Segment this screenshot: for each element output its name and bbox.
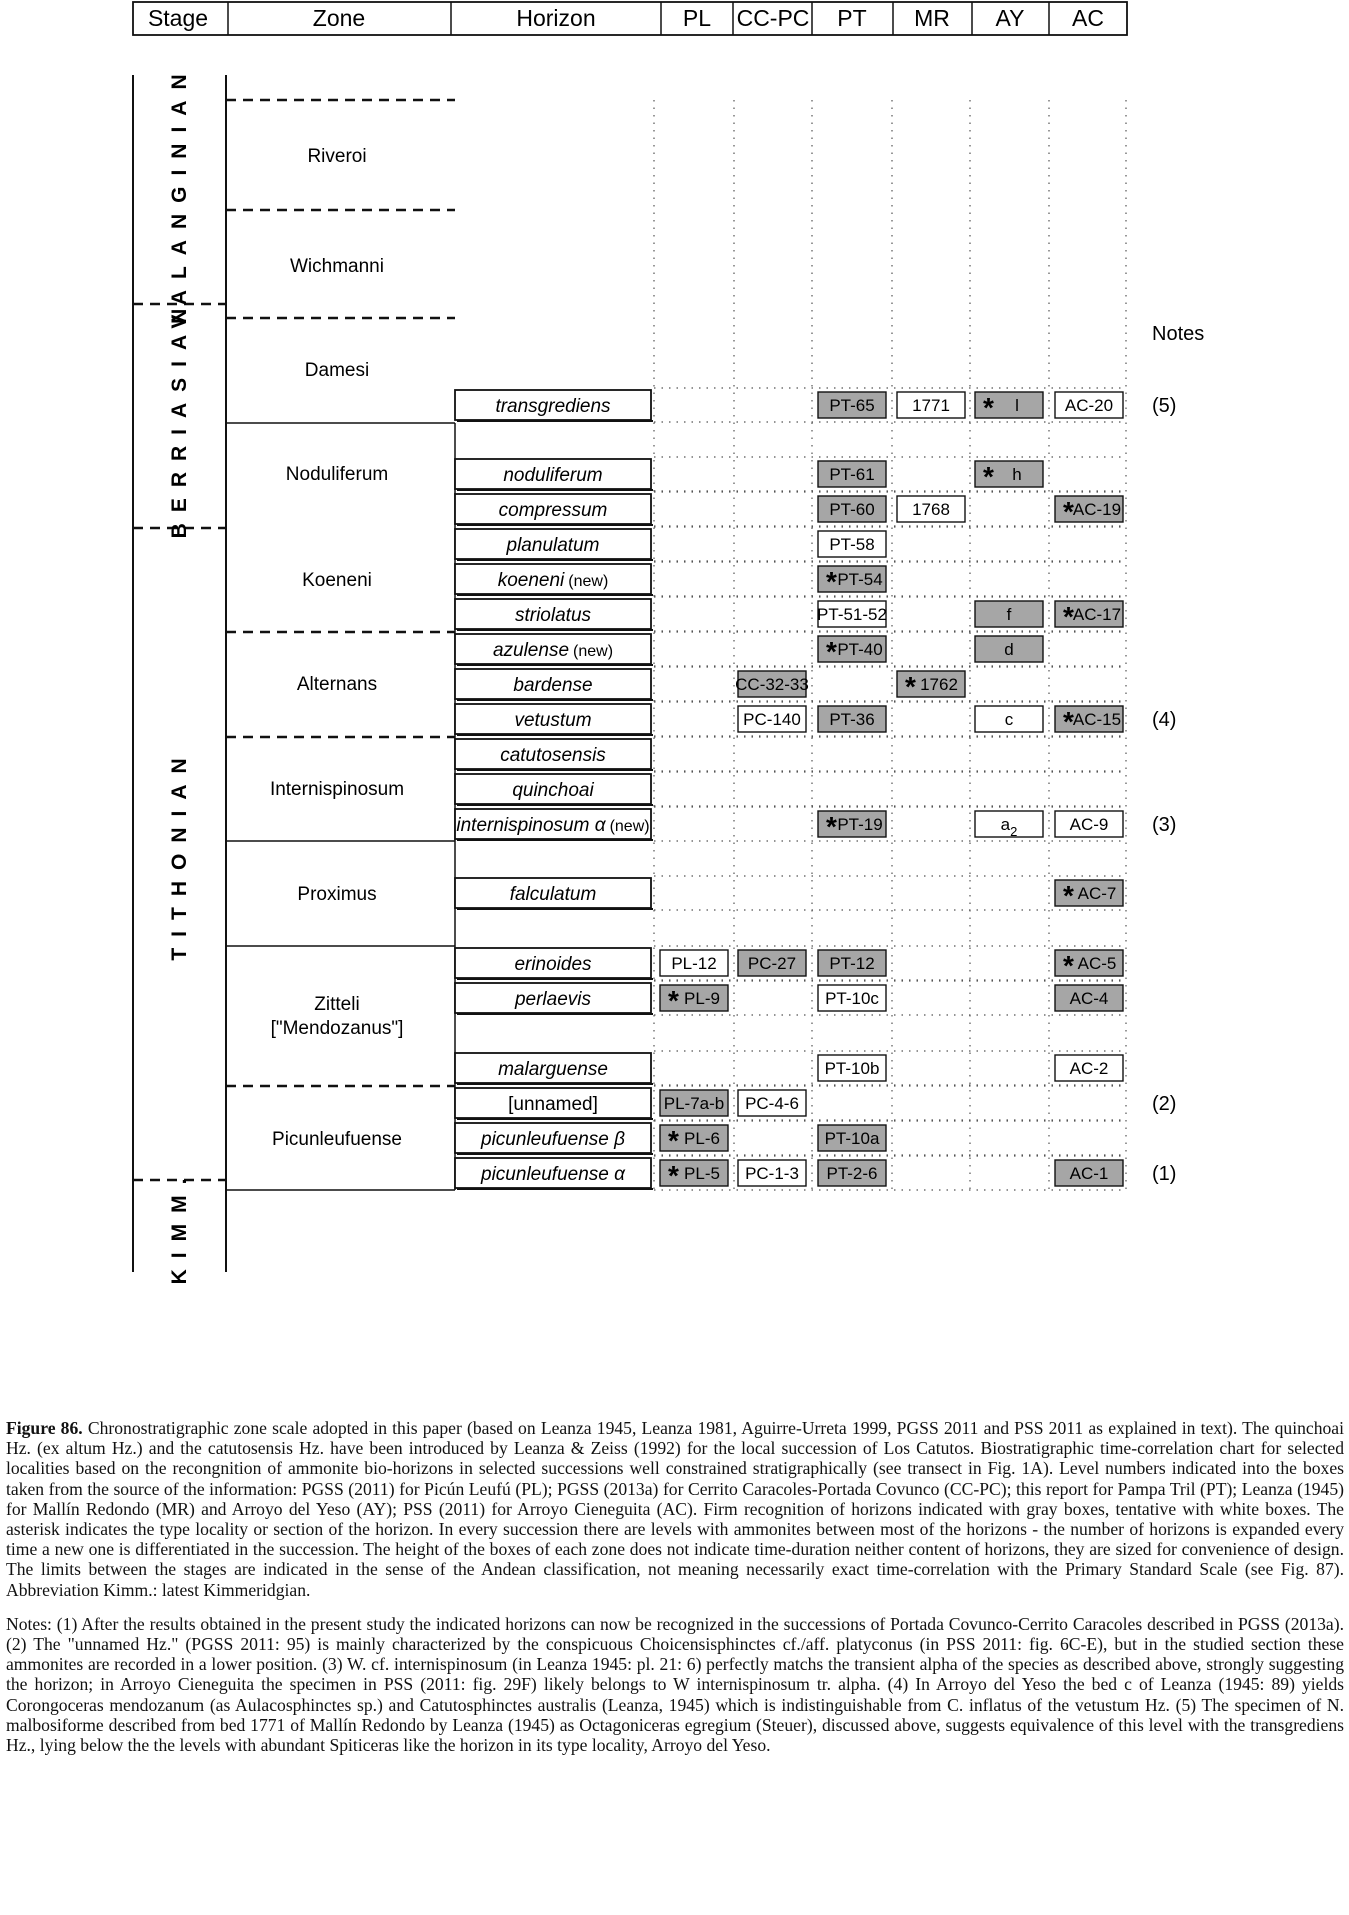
locality-label-text: AC-1 [1069,1164,1109,1183]
caption-paragraph [6,1418,1344,1600]
horizon-row [455,599,1123,632]
horizon-row [455,1158,1123,1191]
locality-label [684,989,720,1008]
horizon-row [455,390,1123,423]
type-locality-asterisk: * [826,566,837,597]
figure-caption [6,1418,1344,1769]
horizon-name-text: transgrediens [495,396,611,417]
header-pt: PT [837,5,867,31]
header-ac: AC [1072,5,1104,31]
locality-label [912,500,950,519]
locality-dotted-grid [654,100,1126,1190]
horizon-rows [455,390,1123,1191]
locality-label-text: PL-5 [684,1164,720,1183]
locality-label [743,710,801,729]
horizon-name-text: picunleufuense β [481,1129,625,1150]
locality-label-text: PT-54 [837,570,883,589]
horizon-row [455,983,1123,1016]
horizon-row [455,809,1123,842]
locality-label-text: PC-1-3 [745,1164,799,1183]
locality-label [684,1129,720,1148]
locality-label [829,396,874,415]
horizon-name [512,780,594,801]
locality-label-text: AC-5 [1077,954,1117,973]
locality-label [829,535,874,554]
locality-label [1065,396,1113,415]
locality-label [1012,465,1021,484]
horizon-name-text: noduliferum [503,465,603,486]
horizon-name [513,675,592,696]
note-marker: (2) [1152,1093,1177,1115]
locality-label [1070,1059,1109,1078]
locality-label [829,500,874,519]
header-cc-pc: CC-PC [736,5,810,31]
locality-label [748,954,796,973]
header-zone: Zone [312,5,366,31]
locality-label [1070,1164,1109,1183]
horizon-name [514,989,592,1010]
locality-label [825,989,879,1008]
locality-label-text: AC-19 [1072,500,1122,519]
type-locality-asterisk: * [668,1160,679,1191]
locality-label [684,1164,720,1183]
locality-label-text: PT-10c [825,989,879,1008]
locality-label [817,605,887,624]
horizon-name [480,1164,626,1185]
zone-zitteli: Zitteli [314,994,360,1015]
note-marker: (3) [1152,814,1177,836]
horizon-name-text: perlaevis [514,989,592,1010]
locality-label-text: PC-140 [743,710,801,729]
horizon-name [510,884,597,905]
horizon-name [500,745,606,766]
locality-label-text: PT-36 [829,710,875,729]
type-locality-asterisk: * [668,985,679,1016]
locality-label-text: PL-9 [684,989,720,1008]
horizon-name-text: erinoides [514,954,592,975]
type-locality-asterisk: * [905,671,916,702]
locality-label-text: f [1006,605,1012,624]
note-markers [1152,395,1176,1185]
locality-label-text: PL-7a-b [663,1094,725,1113]
horizon-row [455,774,653,805]
locality-label [837,640,882,659]
zone-damesi: Damesi [304,360,370,381]
locality-label [829,710,874,729]
horizon-suffix: (new) [609,818,650,835]
locality-label-text: PC-27 [747,954,797,973]
horizon-name-text: picunleufuense α [481,1164,625,1185]
locality-label [671,954,716,973]
locality-label-text: PL-6 [684,1129,720,1148]
type-locality-asterisk: * [1063,950,1074,981]
stage-labels [168,63,191,1284]
locality-label [825,1129,880,1148]
horizon-name [495,396,611,417]
horizon-name-text: compressum [498,500,608,521]
notes-title: Notes [1152,323,1205,345]
horizon-name-text: falculatum [509,884,597,905]
locality-label-text: PT-58 [829,535,875,554]
zone-noduliferum: Noduliferum [285,464,389,485]
zone-alternans: Alternans [296,674,378,695]
horizon-name [514,710,591,731]
locality-label-text: 1771 [912,396,950,415]
locality-label-text: c [1004,710,1014,729]
horizon-suffix: (new) [568,573,609,590]
zone-wichmanni: Wichmanni [290,256,384,277]
locality-label-text: PT-10b [824,1059,880,1078]
locality-label [1070,989,1109,1008]
locality-label [664,1094,724,1113]
horizon-name [515,605,592,626]
locality-label-text: l [1015,396,1019,415]
header-horizon: Horizon [516,5,596,31]
locality-label [745,1094,799,1113]
locality-label-text: 1762 [920,675,958,694]
zone-labels [270,146,404,1150]
note-marker: (1) [1152,1163,1177,1185]
locality-label [829,465,874,484]
locality-label [735,675,809,694]
zone-proximus: Proximus [297,884,377,905]
horizon-row [455,1088,806,1119]
locality-label [1078,954,1117,973]
caption-notes: Notes: (1) After the results obtained in the present study the indicated horizons can now be recognized in the successions of Portada Covunco-Cerrito Caracoles described in PGSS (2013a). (2) The "unnamed Hz." (PGSS 2011: 95) is mainly characterized by the conspicuous Choicensisphinctes cf./aff. platyconus (in PSS 2011: fig. 6C-E), but in the studied section these ammonites are recorded in a lower position. (3) W. cf. internispinosum (in Leanza 1945: pl. 21: 6) perfectly matchs the transient alpha of the species as described above, strongly suggesting the horizon; in Arroyo Cieneguita the specimen in PSS (2011: fig. 29F) likely belongs to W internispinosum tr. alpha. (4) In Arroyo del Yeso the bed c of Leanza (1945: 89) yields Corongoceras mendozanum (as Aulacosphinctes sp.) and Catutosphinctes australis (Leanza, 1945) which is indistinguishable from C. inflatus of the vetustum Hz. (5) The specimen of N. malbosiforme described from bed 1771 of Mallín Redondo by Leanza (1945) as Octagoniceras egregium (Steuer), discussed above, suggests equivalence of this level with the transgrediens Hz., lying below the the levels with abundant Spiticeras like the horizon in its type locality, Arroyo del Yeso. [6,1613,1344,1756]
header-stage: Stage [147,5,209,31]
locality-label-text: PT-65 [829,396,875,415]
type-locality-asterisk: * [826,636,837,667]
locality-label-text: AC-9 [1069,815,1109,834]
horizon-name [480,1129,625,1150]
note-marker: (4) [1152,709,1177,731]
type-locality-asterisk: * [826,811,837,842]
horizon-name-text: [unnamed] [508,1094,598,1115]
horizon-name-text: vetustum [514,710,592,731]
type-locality-asterisk: * [983,392,994,423]
stage-kimm: KIMM. [168,1167,191,1285]
horizon-name [498,1059,608,1080]
locality-label [920,675,958,694]
zone-riveroi: Riveroi [307,146,367,167]
locality-label-sub: 2 [1010,824,1018,839]
horizon-row [455,529,886,560]
header-mr: MR [914,5,950,31]
locality-label [1073,710,1121,729]
horizon-name [514,954,592,975]
horizon-name-text: malarguense [498,1059,608,1080]
locality-label-text: AC-2 [1069,1059,1109,1078]
header-ay: AY [995,5,1025,31]
locality-label [826,1164,877,1183]
locality-label-text: 1768 [912,500,950,519]
horizon-name [498,570,609,591]
locality-label [825,1059,880,1078]
locality-label-text: PT-12 [829,954,875,973]
horizon-name [506,535,600,556]
horizon-row [455,564,886,597]
locality-label-text: AC-17 [1072,605,1122,624]
horizon-row [455,948,1123,981]
header-pl: PL [682,5,712,31]
horizon-name-text: internispinosum α [456,815,606,836]
zone-koeneni: Koeneni [302,570,372,591]
locality-label-text: PT-2-6 [826,1164,878,1183]
horizon-name [503,465,602,486]
locality-label [745,1164,799,1183]
locality-label [837,815,882,834]
chart-header [133,2,1127,35]
horizon-name [499,500,608,521]
horizon-name [508,1094,598,1115]
horizon-row [455,494,1123,527]
locality-label-text: AC-4 [1069,989,1109,1008]
locality-label [1073,500,1121,519]
note-marker: (5) [1152,395,1177,417]
locality-label-text: a [1000,815,1011,834]
horizon-name-text: azulense [492,640,570,661]
locality-label [1007,605,1012,624]
horizon-name-text: quinchoai [512,780,594,801]
locality-label [1073,605,1121,624]
horizon-name-text: bardense [513,675,593,696]
locality-label-text: CC-32-33 [735,675,809,694]
zone-internispinosum: Internispinosum [269,779,405,800]
locality-label-text: PT-19 [837,815,883,834]
locality-label-text: PT-61 [829,465,875,484]
locality-label-text: PC-4-6 [745,1094,799,1113]
stage-valanginian: VALANGINIAN [168,63,191,329]
locality-label [829,954,874,973]
horizon-name-text: catutosensis [500,745,606,766]
locality-label [1078,884,1117,903]
locality-label-text: PT-51-52 [817,605,887,624]
type-locality-asterisk: * [1063,496,1074,527]
horizon-name-text: koeneni [497,570,565,591]
zone-mendozanus: ["Mendozanus"] [270,1018,404,1039]
locality-label [1070,815,1109,834]
horizon-name-text: planulatum [506,535,600,556]
horizon-name [493,640,613,661]
locality-label [1015,396,1019,415]
locality-label-text: AC-7 [1077,884,1117,903]
horizon-row [455,669,965,702]
locality-label-text: h [1012,465,1022,484]
type-locality-asterisk: * [983,461,994,492]
horizon-row [455,1053,1123,1084]
horizon-row [455,634,1043,667]
locality-label-text: PT-40 [837,640,883,659]
zone-picunleufuense: Picunleufuense [272,1129,402,1150]
stage-berriasian: BERRIASIAN [168,297,191,539]
locality-label [1004,640,1013,659]
locality-label-text: d [1004,640,1014,659]
type-locality-asterisk: * [1063,601,1074,632]
locality-label-text: PT-10a [824,1129,880,1148]
stage-tithonian: TITHONIAN [168,747,191,961]
locality-label [1005,710,1014,729]
locality-label [837,570,882,589]
type-locality-asterisk: * [1063,880,1074,911]
horizon-name [456,815,649,836]
horizon-row [455,1123,886,1156]
locality-label-text: AC-15 [1072,710,1122,729]
type-locality-asterisk: * [668,1125,679,1156]
horizon-row [455,704,1123,737]
horizon-row [455,878,1123,911]
locality-label-text: AC-20 [1064,396,1114,415]
horizon-suffix: (new) [573,643,614,660]
locality-label-text: PL-12 [671,954,717,973]
figure-label: Figure 86. [6,1418,83,1438]
horizon-row [455,739,653,770]
type-locality-asterisk: * [1063,706,1074,737]
horizon-row [455,459,1043,492]
locality-label [912,396,950,415]
locality-label-text: PT-60 [829,500,875,519]
caption-text: Chronostratigraphic zone scale adopted in this paper (based on Leanza 1945, Leanza 1981, Aguirre-Urreta 1999, PGSS 2011 and PSS 2011 as explained in text). The quinchoai Hz. (ex altum Hz.) and the catutosensis Hz. have been introduced by Leanza & Zeiss (1992) for the local succession of Los Catutos. Biostratigraphic time-correlation chart for selected localities based on the recongnition of ammonite bio-horizons in selected successions well constrained stratigraphically (see transect in Fig. 1A). Level numbers indicated into the boxes taken from the source of the information: PGSS (2011) for Picún Leufú (PL); PGSS (2013a) for Cerrito Caracoles-Portada Covunco (CC-PC); this report for Pampa Tril (PT); Leanza (1945) for Mallín Redondo (MR) and Arroyo del Yeso (AY); PSS (2011) for Arroyo Cieneguita (AC). Firm recognition of horizons indicated with gray boxes, tentative with white boxes. The asterisk indicates the type locality or section of the horizon. In every succession there are levels with ammonites between most of the horizons - the number of horizons is expanded every time a new one is differentiated in the succession. The height of the boxes of each zone does not indicate time-duration neither content of horizons, they are sized for convenience of design. The limits between the stages are indicated in the sense of the Andean classification, not meaning necessarily exact time-correlation with the Primary Standard Scale (see Fig. 87). Abbreviation Kimm.: latest Kimmeridgian. [6,1418,1344,1600]
horizon-name-text: striolatus [514,605,592,626]
